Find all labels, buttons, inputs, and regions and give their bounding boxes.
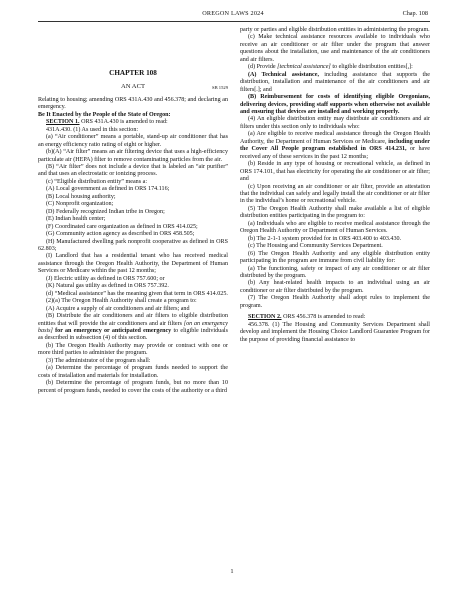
inserted-text: (A) Technical assistance, bbox=[248, 71, 319, 78]
para: (b) Any heat-related health impacts to an individual using an air conditioner or air filter distributed by the program. bbox=[240, 280, 430, 294]
text: including assistance that supports the distribution, installation and maintenance of the air conditioners and air filters[.]; and bbox=[240, 71, 430, 93]
act-title-row bbox=[38, 83, 228, 90]
para-amended bbox=[240, 72, 430, 94]
text: (d) Provide bbox=[248, 64, 276, 71]
para: (A) Acquire a supply of air conditioners and air filters; and bbox=[46, 305, 190, 312]
para: (4) An eligible distribution entity may distribute air conditioners and air filters under this section only to individuals who: bbox=[240, 116, 430, 130]
header-chapter: Chap. 108 bbox=[402, 10, 428, 17]
inserted-text: including under the Cover All People program established in ORS 414.231, bbox=[240, 138, 430, 153]
para: (b)(A) “Air filter” means an air filtering device that uses a high-efficiency particulate air (HEPA) filter to remove contaminating particles from the air. bbox=[38, 149, 228, 163]
text: to eligible distribution entities[,]: bbox=[332, 64, 413, 71]
inserted-text: for an emergency or anticipated emergency bbox=[55, 327, 172, 334]
para-inserted: (B) Reimbursement for costs of identifying eligible Oregonians, delivering devices, providing staff supports when otherwise not available and ensuring that devices are installed and working properly. bbox=[240, 94, 430, 115]
para: party or parties and eligible distribution entities in administering the program. bbox=[240, 27, 430, 33]
para: (G) Community action agency as described in ORS 458.505; bbox=[46, 231, 195, 238]
para: (c) The Housing and Community Services Department. bbox=[248, 243, 383, 250]
text: or have received any of these services in the past 12 months; bbox=[240, 146, 430, 160]
para: (D) Federally recognized Indian tribe in Oregon; bbox=[46, 208, 165, 215]
para-amended bbox=[240, 64, 430, 71]
text: (a) Are eligible to receive medical assistance through the Oregon Health Authority, the Department of Human Services or Medicare, bbox=[240, 131, 430, 145]
header-title: OREGON LAWS 2024 bbox=[202, 10, 264, 17]
para: (c) Upon receiving an air conditioner or air filter, provide an attestation that the individual can safely and legally install the air conditioner or air filter in the individual’s home or recreational vehicle. bbox=[240, 183, 430, 205]
deleted-text: [on an emergency basis] bbox=[38, 320, 228, 334]
para: (6) The Oregon Health Authority and any eligible distribution entity participating in the program are immune from civil liability for: bbox=[240, 250, 430, 265]
para: (c) “Eligible distribution entity” means a: bbox=[46, 178, 148, 185]
section-2-intro bbox=[240, 314, 430, 321]
para: (H) Manufactured dwelling park nonprofit cooperative as defined in ORS 62.803; bbox=[38, 238, 228, 252]
section-2-label: SECTION 2. bbox=[248, 314, 282, 321]
para: (3) The administrator of the program shall: bbox=[46, 357, 151, 364]
para: 431A.430. (1) As used in this section: bbox=[46, 126, 139, 133]
para: (b) Reside in any type of housing or recreational vehicle, as defined in ORS 174.101, that has electricity for operating the air conditioner or air filter; and bbox=[240, 161, 430, 183]
para: (K) Natural gas utility as defined in ORS 757.392. bbox=[46, 283, 169, 290]
para: (a) Individuals who are eligible to receive medical assistance through the Oregon Health Authority or Department of Human Services. bbox=[240, 220, 430, 235]
left-column bbox=[38, 27, 228, 395]
para: (A) Local government as defined in ORS 174.116; bbox=[46, 186, 170, 193]
para: (b) Determine the percentage of program funds, but no more than 10 percent of program funds, needed to cover the costs of the authority or a third bbox=[38, 380, 228, 394]
para: (B) Local housing authority; bbox=[46, 193, 116, 200]
para: (a) The functioning, safety or impact of any air conditioner or air filter distributed by the program. bbox=[240, 265, 430, 279]
relating-clause: Relating to housing; amending ORS 431A.430 and 456.378; and declaring an emergency. bbox=[38, 96, 228, 111]
para-amended bbox=[240, 131, 430, 161]
section-2-text: ORS 456.378 is amended to read: bbox=[283, 314, 366, 321]
para: (F) Coordinated care organization as defined in ORS 414.025; bbox=[46, 223, 198, 230]
para: (7) The Oregon Health Authority shall adopt rules to implement the program. bbox=[240, 295, 430, 309]
para: (5) The Oregon Health Authority shall make available a list of eligible distribution entities participating in the program to: bbox=[240, 205, 430, 220]
para: (2)(a) The Oregon Health Authority shall create a program to: bbox=[46, 298, 197, 305]
para: (C) Nonprofit organization; bbox=[46, 201, 114, 208]
act-title: AN ACT bbox=[121, 83, 145, 91]
bill-number: SB 1529 bbox=[212, 85, 228, 91]
deleted-text: [technical assistance] bbox=[277, 64, 331, 71]
para: (J) Electric utility as defined in ORS 757.600; or bbox=[46, 275, 165, 282]
para: (b) The 2-1-1 system provided for in ORS 403.400 to 403.430. bbox=[248, 235, 402, 242]
section-1-text: ORS 431A.430 is amended to read: bbox=[81, 119, 168, 126]
header-rule bbox=[38, 21, 430, 22]
para: (a) “Air conditioner” means a portable, stand-up air conditioner that has an energy efficiency ratio rating of eight or higher. bbox=[38, 134, 228, 148]
para: (b) The Oregon Health Authority may provide or contract with one or more third parties to administer the program. bbox=[38, 342, 228, 357]
para: (E) Indian health center; bbox=[46, 216, 106, 223]
page-number: 1 bbox=[230, 568, 234, 575]
text: to eligible individuals as described in subsection (4) of this section. bbox=[38, 327, 228, 342]
para: (I) Landlord that has a residential tenant who has received medical assistance through the Oregon Health Authority, the Department of Human Services or Medicare within the past 12 months; bbox=[38, 253, 228, 275]
para: (B) “Air filter” does not include a device that is labeled an “air purifier” and that uses an electrostatic or ionizing process. bbox=[38, 163, 228, 178]
para: 456.378. (1) The Housing and Community Services Department shall develop and implement the Housing Choice Landlord Guarantee Program for the purpose of providing financial assistance to bbox=[240, 321, 430, 343]
para: (c) Make technical assistance resources available to individuals who receive an air conditioner or air filter under the program that answer questions about the installation, use and maintenance of the air conditioners and air filters. bbox=[240, 34, 430, 63]
para-amended bbox=[38, 313, 228, 343]
section-1-label: SECTION 1. bbox=[46, 119, 80, 126]
para: (a) Determine the percentage of program funds needed to support the costs of installation and materials for installation. bbox=[38, 365, 228, 379]
section-1-intro bbox=[38, 119, 228, 126]
para: (d) “Medical assistance” has the meaning given that term in ORS 414.025. bbox=[46, 290, 228, 297]
enacting-clause: Be It Enacted by the People of the State of Oregon: bbox=[38, 111, 171, 118]
right-column bbox=[240, 27, 430, 344]
text: (B) Distribute the air conditioners and air filters to eligible distribution entities that will provide the air conditioners and air filters bbox=[38, 313, 228, 327]
chapter-heading: CHAPTER 108 bbox=[109, 69, 157, 77]
